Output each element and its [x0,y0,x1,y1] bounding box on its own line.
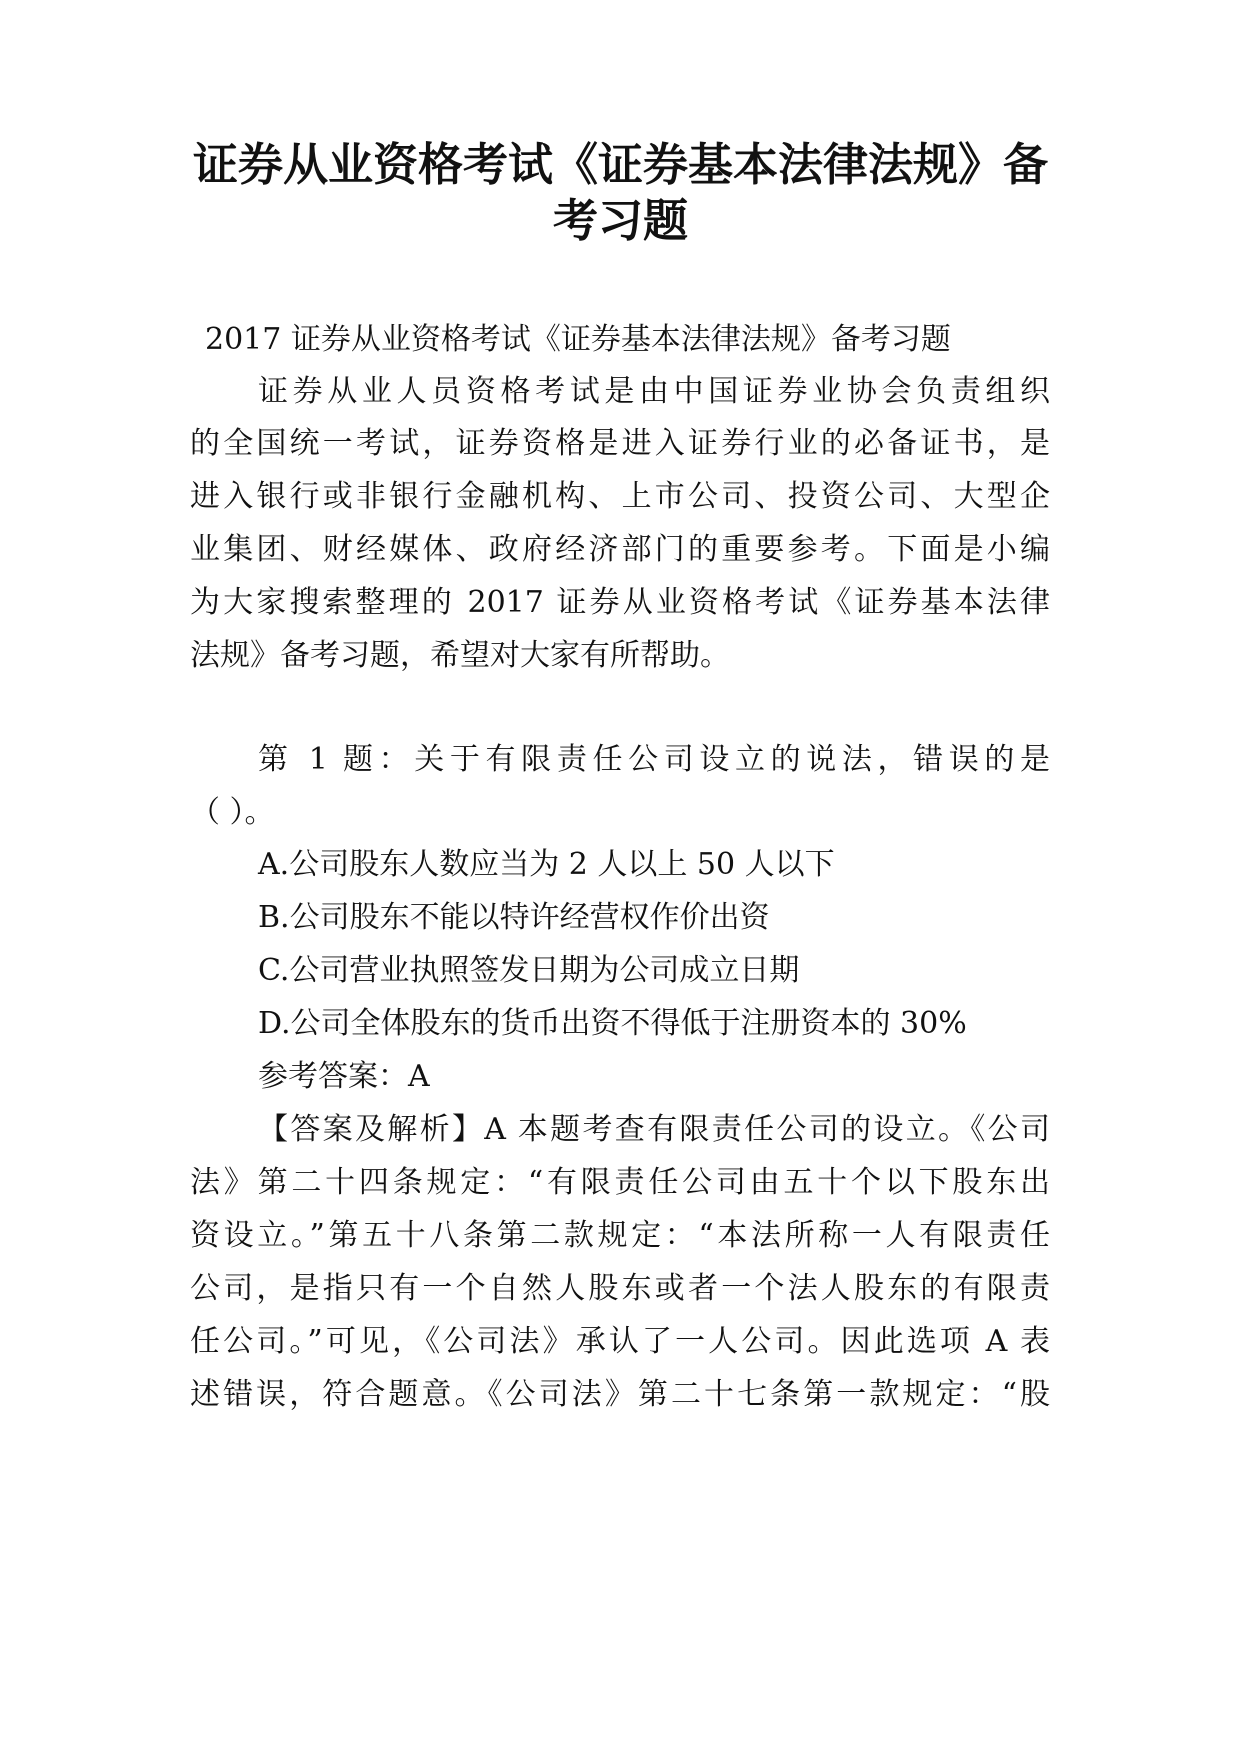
analysis-line: 公司，是指只有一个自然人股东或者一个法人股东的有限责 [190,1271,1050,1306]
option-d: D.公司全体股东的货币出资不得低于注册资本的 30% [258,1006,967,1041]
document-title-line-2: 考习题 [552,194,688,247]
document-title-line-1: 证券从业资格考试《证券基本法律法规》备 [192,138,1048,191]
reference-answer: 参考答案：A [258,1059,430,1094]
intro-line: 业集团、财经媒体、政府经济部门的重要参考。下面是小编 [190,532,1050,567]
analysis-line: 资设立。”第五十八条第二款规定：“本法所称一人有限责任 [190,1218,1050,1253]
analysis-line: 述错误，符合题意。《公司法》第二十七条第一款规定：“股 [190,1377,1050,1412]
intro-line: 的全国统一考试，证券资格是进入证券行业的必备证书，是 [190,426,1050,461]
analysis-line: 【答案及解析】A 本题考查有限责任公司的设立。《公司 [258,1112,1050,1147]
intro-line: 为大家搜索整理的 2017 证券从业资格考试《证券基本法律 [190,585,1050,620]
option-b: B.公司股东不能以特许经营权作价出资 [258,900,770,935]
option-c: C.公司营业执照签发日期为公司成立日期 [258,953,800,988]
analysis-line: 法》第二十四条规定：“有限责任公司由五十个以下股东出 [190,1165,1050,1200]
intro-line: 进入银行或非银行金融机构、上市公司、投资公司、大型企 [190,479,1050,514]
document-subtitle: 2017 证券从业资格考试《证券基本法律法规》备考习题 [205,322,951,357]
option-a: A.公司股东人数应当为 2 人以上 50 人以下 [258,847,835,882]
question-stem-line: 第 1 题：关于有限责任公司设立的说法，错误的是 [258,742,1050,777]
question-stem-line: （ ）。 [190,795,275,830]
intro-line: 证券从业人员资格考试是由中国证券业协会负责组织 [258,374,1050,409]
analysis-line: 任公司。”可见，《公司法》承认了一人公司。因此选项 A 表 [190,1324,1050,1359]
intro-line: 法规》备考习题，希望对大家有所帮助。 [190,638,730,673]
